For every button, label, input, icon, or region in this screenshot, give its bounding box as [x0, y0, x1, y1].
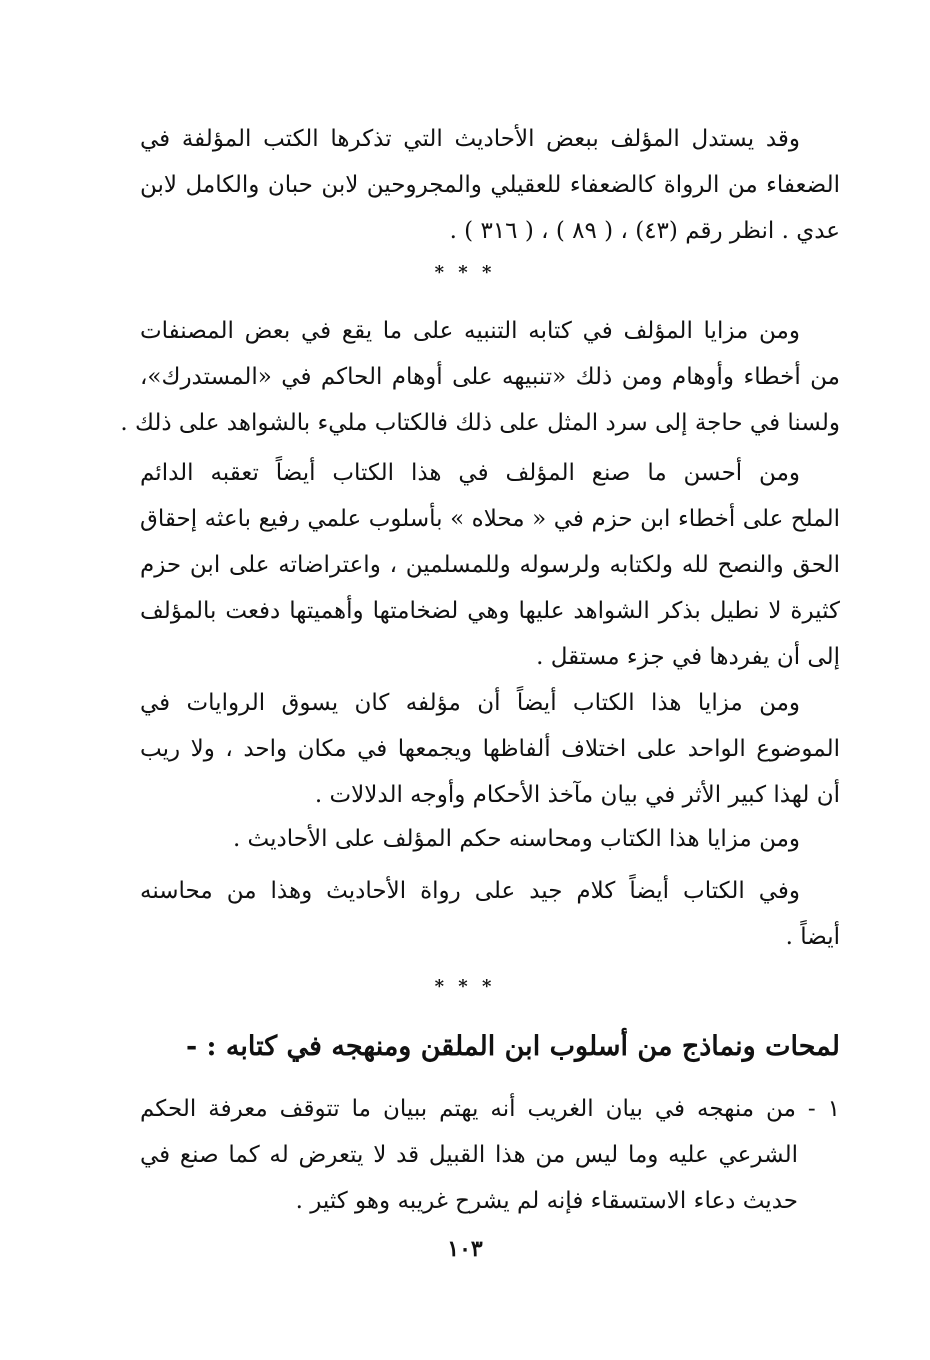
paragraph-line: وفي الكتاب أيضاً كلام جيد على رواة الأحاديث وهذا من محاسنه [140, 878, 800, 904]
list-item [140, 1086, 840, 1224]
section-separator: * * * [434, 262, 496, 283]
paragraph-line: عدي . انظر رقم (٤٣) ، ( ٨٩ ) ، ( ٣١٦ ) . [449, 218, 840, 244]
paragraph-line: ومن مزايا هذا الكتاب أيضاً أن مؤلفه كان يسوق الروايات في [140, 690, 800, 716]
paragraph-line: ومن مزايا هذا الكتاب ومحاسنه حكم المؤلف على الأحاديث . [232, 826, 800, 852]
paragraph-line: ومن أحسن ما صنع المؤلف في هذا الكتاب أيضاً تعقبه الدائم [140, 460, 800, 486]
section-separator: * * * [434, 976, 496, 997]
paragraph-5 [140, 816, 840, 862]
paragraph-1 [140, 116, 840, 254]
paragraph-line: الموضوع الواحد على اختلاف ألفاظها ويجمعها في مكان واحد ، ولا ريب [140, 736, 840, 762]
page-number: ١٠٣ [447, 1236, 483, 1262]
paragraph-4 [140, 680, 840, 818]
list-item-line: حديث دعاء الاستسقاء فإنه لم يشرح غريبه وهو كثير . [295, 1188, 798, 1214]
paragraph-6 [140, 868, 840, 960]
paragraph-2 [120, 308, 840, 446]
paragraph-line: الحق والنصح لله ولكتابه ولرسوله وللمسلمين ، واعتراضاته على ابن حزم [140, 552, 840, 578]
paragraph-line: الضعفاء من الرواة كالضعفاء للعقيلي والمجروحين لابن حبان والكامل لابن [140, 172, 840, 198]
paragraph-line: كثيرة لا نطيل بذكر الشواهد عليها وهي لضخامتها وأهميتها دفعت بالمؤلف [140, 598, 840, 624]
paragraph-line: إلى أن يفردها في جزء مستقل . [536, 644, 840, 670]
paragraph-line: وقد يستدل المؤلف ببعض الأحاديث التي تذكرها الكتب المؤلفة في [140, 126, 800, 152]
paragraph-line: ولسنا في حاجة إلى سرد المثل على ذلك فالكتاب مليء بالشواهد على ذلك . [120, 410, 840, 436]
paragraph-line: أن لهذا كبير الأثر في بيان مآخذ الأحكام وأوجه الدلالات . [314, 782, 840, 808]
list-item-line: الشرعي عليه وما ليس من هذا القبيل قد لا يتعرض له كما صنع في [140, 1142, 798, 1168]
list-item-line: ١ - من منهجه في بيان الغريب أنه يهتم ببيان ما تتوقف معرفة الحكم [140, 1096, 840, 1122]
paragraph-line: الملح على أخطاء ابن حزم في « محلاه » بأسلوب علمي رفيع باعثه إحقاق [140, 506, 840, 532]
paragraph-line: أيضاً . [785, 924, 840, 950]
section-heading: لمحات ونماذج من أسلوب ابن الملقن ومنهجه في كتابه : - [185, 1031, 840, 1062]
paragraph-line: ومن مزايا المؤلف في كتابه التنبيه على ما يقع في بعض المصنفات [140, 318, 800, 344]
paragraph-3 [140, 450, 840, 680]
paragraph-line: من أخطاء وأوهام ومن ذلك «تنبيهه على أوهام الحاكم في «المستدرك»، [140, 364, 840, 390]
